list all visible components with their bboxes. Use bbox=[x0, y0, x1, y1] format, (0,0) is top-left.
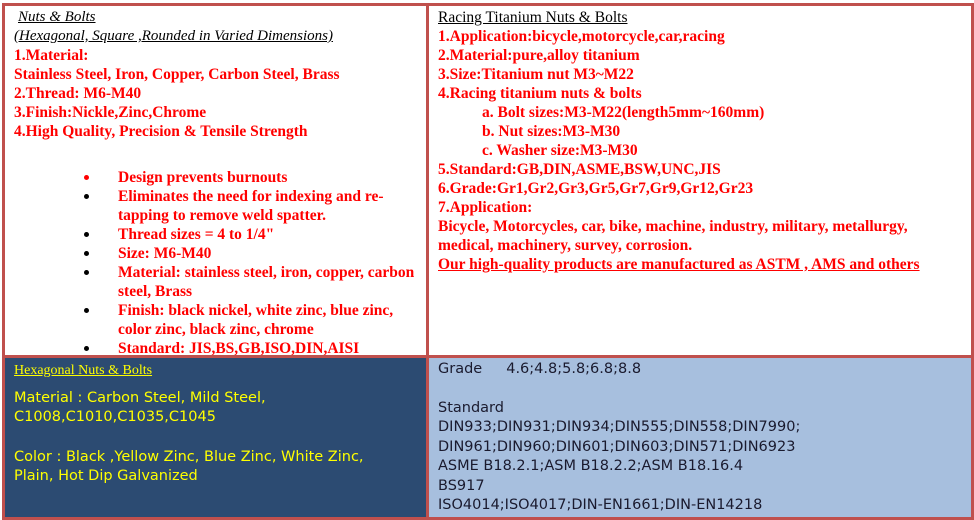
standard-label: Standard bbox=[438, 399, 504, 416]
spec-line: 1.Application:bicycle,motorcycle,car,racing bbox=[438, 28, 725, 45]
list-item-text: Eliminates the need for indexing and re-tapping to remove weld spatter. bbox=[118, 188, 384, 224]
list-item-text: Thread sizes = 4 to 1/4" bbox=[118, 226, 275, 243]
spec-line: 4.Racing titanium nuts & bolts bbox=[438, 85, 642, 102]
spec-line: 4.High Quality, Precision & Tensile Strength bbox=[14, 123, 308, 140]
product-spec-table bbox=[2, 3, 974, 520]
feature-list bbox=[14, 168, 424, 358]
standard-line: ISO4014;ISO4017;DIN-EN1661;DIN-EN14218 bbox=[438, 497, 763, 513]
bullet-icon bbox=[84, 251, 89, 256]
hexagonal-cell bbox=[5, 358, 429, 517]
list-item bbox=[14, 168, 424, 187]
list-item-text: Finish: black nickel, white zinc, blue zinc, color zinc, black zinc, chrome bbox=[118, 302, 394, 338]
list-item bbox=[14, 301, 424, 339]
color-line: Color : Black ,Yellow Zinc, Blue Zinc, White Zinc, bbox=[14, 448, 364, 465]
bullet-icon bbox=[84, 232, 89, 237]
list-item-text: Standard: JIS,BS,GB,ISO,DIN,AISI bbox=[118, 340, 360, 357]
bullet-icon bbox=[84, 346, 89, 351]
spec-line: Bicycle, Motorcycles, car, bike, machine, industry, military, metallurgy, bbox=[438, 218, 908, 235]
list-item-text: Material: stainless steel, iron, copper, carbon steel, Brass bbox=[118, 264, 415, 300]
bullet-icon bbox=[84, 270, 89, 275]
grade-standard-cell bbox=[429, 358, 971, 517]
cell-title: Nuts & Bolts bbox=[18, 9, 96, 25]
color-line: Plain, Hot Dip Galvanized bbox=[14, 468, 198, 484]
material-line: C1008,C1010,C1035,C1045 bbox=[14, 409, 216, 425]
spec-sub-line: a. Bolt sizes:M3-M22(length5mm~160mm) bbox=[482, 104, 765, 121]
cell-title: Hexagonal Nuts & Bolts bbox=[14, 363, 153, 378]
spec-line: Stainless Steel, Iron, Copper, Carbon Steel, Brass bbox=[14, 66, 340, 83]
standard-line: ASME B18.2.1;ASM B18.2.2;ASM B18.16.4 bbox=[438, 458, 744, 474]
bullet-icon bbox=[84, 308, 89, 313]
spec-line: 7.Application: bbox=[438, 199, 533, 216]
cell-title: Racing Titanium Nuts & Bolts bbox=[438, 9, 628, 26]
grade-value: 4.6;4.8;5.8;6.8;8.8 bbox=[506, 361, 642, 377]
spec-line: 2.Material:pure,alloy titanium bbox=[438, 47, 640, 64]
titanium-cell bbox=[429, 6, 971, 358]
spec-sub-line: b. Nut sizes:M3-M30 bbox=[482, 123, 621, 140]
spec-line: 3.Size:Titanium nut M3~M22 bbox=[438, 66, 634, 83]
standard-line: DIN933;DIN931;DIN934;DIN555;DIN558;DIN7990; bbox=[438, 419, 801, 435]
spec-sub-line: c. Washer size:M3-M30 bbox=[482, 142, 638, 159]
standard-line: DIN961;DIN960;DIN601;DIN603;DIN571;DIN6923 bbox=[438, 438, 796, 455]
quality-note: Our high-quality products are manufactured as ASTM , AMS and others bbox=[438, 256, 920, 273]
list-item-text: Design prevents burnouts bbox=[118, 169, 288, 186]
grade-label: Grade bbox=[438, 361, 483, 377]
spec-line: 2.Thread: M6-M40 bbox=[14, 85, 142, 102]
standard-line: BS917 bbox=[438, 477, 485, 494]
list-item bbox=[14, 187, 424, 225]
list-item bbox=[14, 225, 424, 244]
bullet-icon bbox=[84, 194, 89, 199]
bullet-icon bbox=[84, 175, 89, 180]
spec-line: 5.Standard:GB,DIN,ASME,BSW,UNC,JIS bbox=[438, 161, 721, 178]
spec-line: 6.Grade:Gr1,Gr2,Gr3,Gr5,Gr7,Gr9,Gr12,Gr23 bbox=[438, 180, 754, 197]
spec-line: 1.Material: bbox=[14, 47, 89, 64]
spec-line: 3.Finish:Nickle,Zinc,Chrome bbox=[14, 104, 207, 121]
list-item bbox=[14, 339, 424, 358]
list-item bbox=[14, 244, 424, 263]
nuts-bolts-cell bbox=[5, 6, 429, 358]
list-item bbox=[14, 263, 424, 301]
cell-subtitle: (Hexagonal, Square ,Rounded in Varied Dimensions) bbox=[14, 28, 333, 44]
material-line: Material : Carbon Steel, Mild Steel, bbox=[14, 389, 266, 406]
list-item-text: Size: M6-M40 bbox=[118, 245, 212, 262]
spec-line: medical, machinery, survey, corrosion. bbox=[438, 237, 693, 254]
